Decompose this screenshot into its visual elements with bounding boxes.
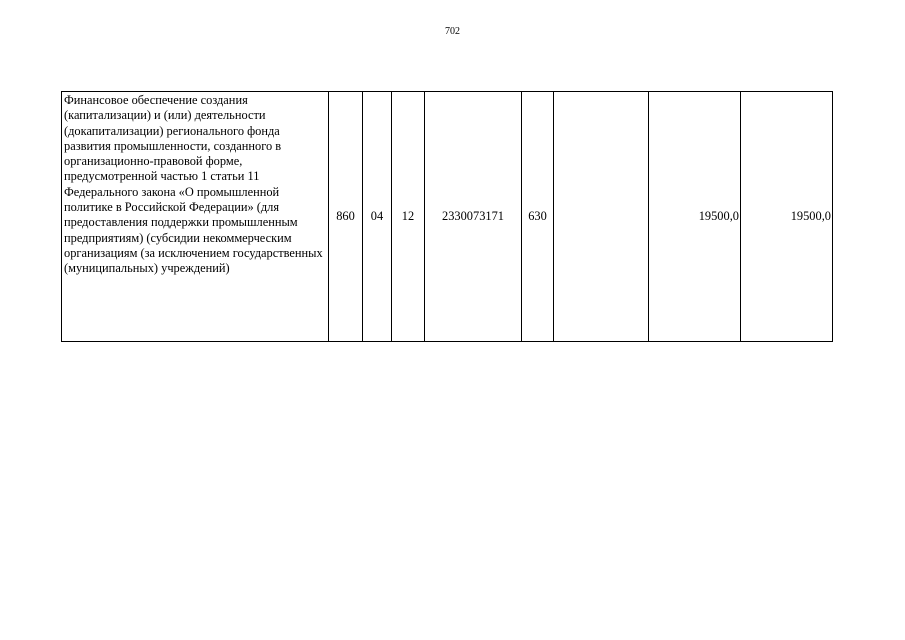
amount-cell-1: 19500,0 [649,92,741,342]
target-article-cell: 2330073171 [425,92,522,342]
ministry-code-cell: 860 [329,92,363,342]
budget-table [61,91,833,342]
section-code-cell: 04 [363,92,392,342]
empty-cell [554,92,649,342]
table-row [62,92,833,342]
expense-description-cell: Финансовое обеспечение создания (капитализации) и (или) деятельности (докапитализации) регионального фонда развития промышленности, созданного в организационно-правовой форме, предусмотренной частью 1 статьи 11 Федерального закона «О промышленной политике в Российской Федерации» (для предоставления поддержки промышленным предприятиям) (субсидии некоммерческим организациям (за исключением государственных (муниципальных) учреждений) [62,92,329,342]
subsection-code-cell: 12 [392,92,425,342]
page-number: 702 [445,26,460,37]
expense-type-cell: 630 [522,92,554,342]
amount-cell-2: 19500,0 [741,92,833,342]
